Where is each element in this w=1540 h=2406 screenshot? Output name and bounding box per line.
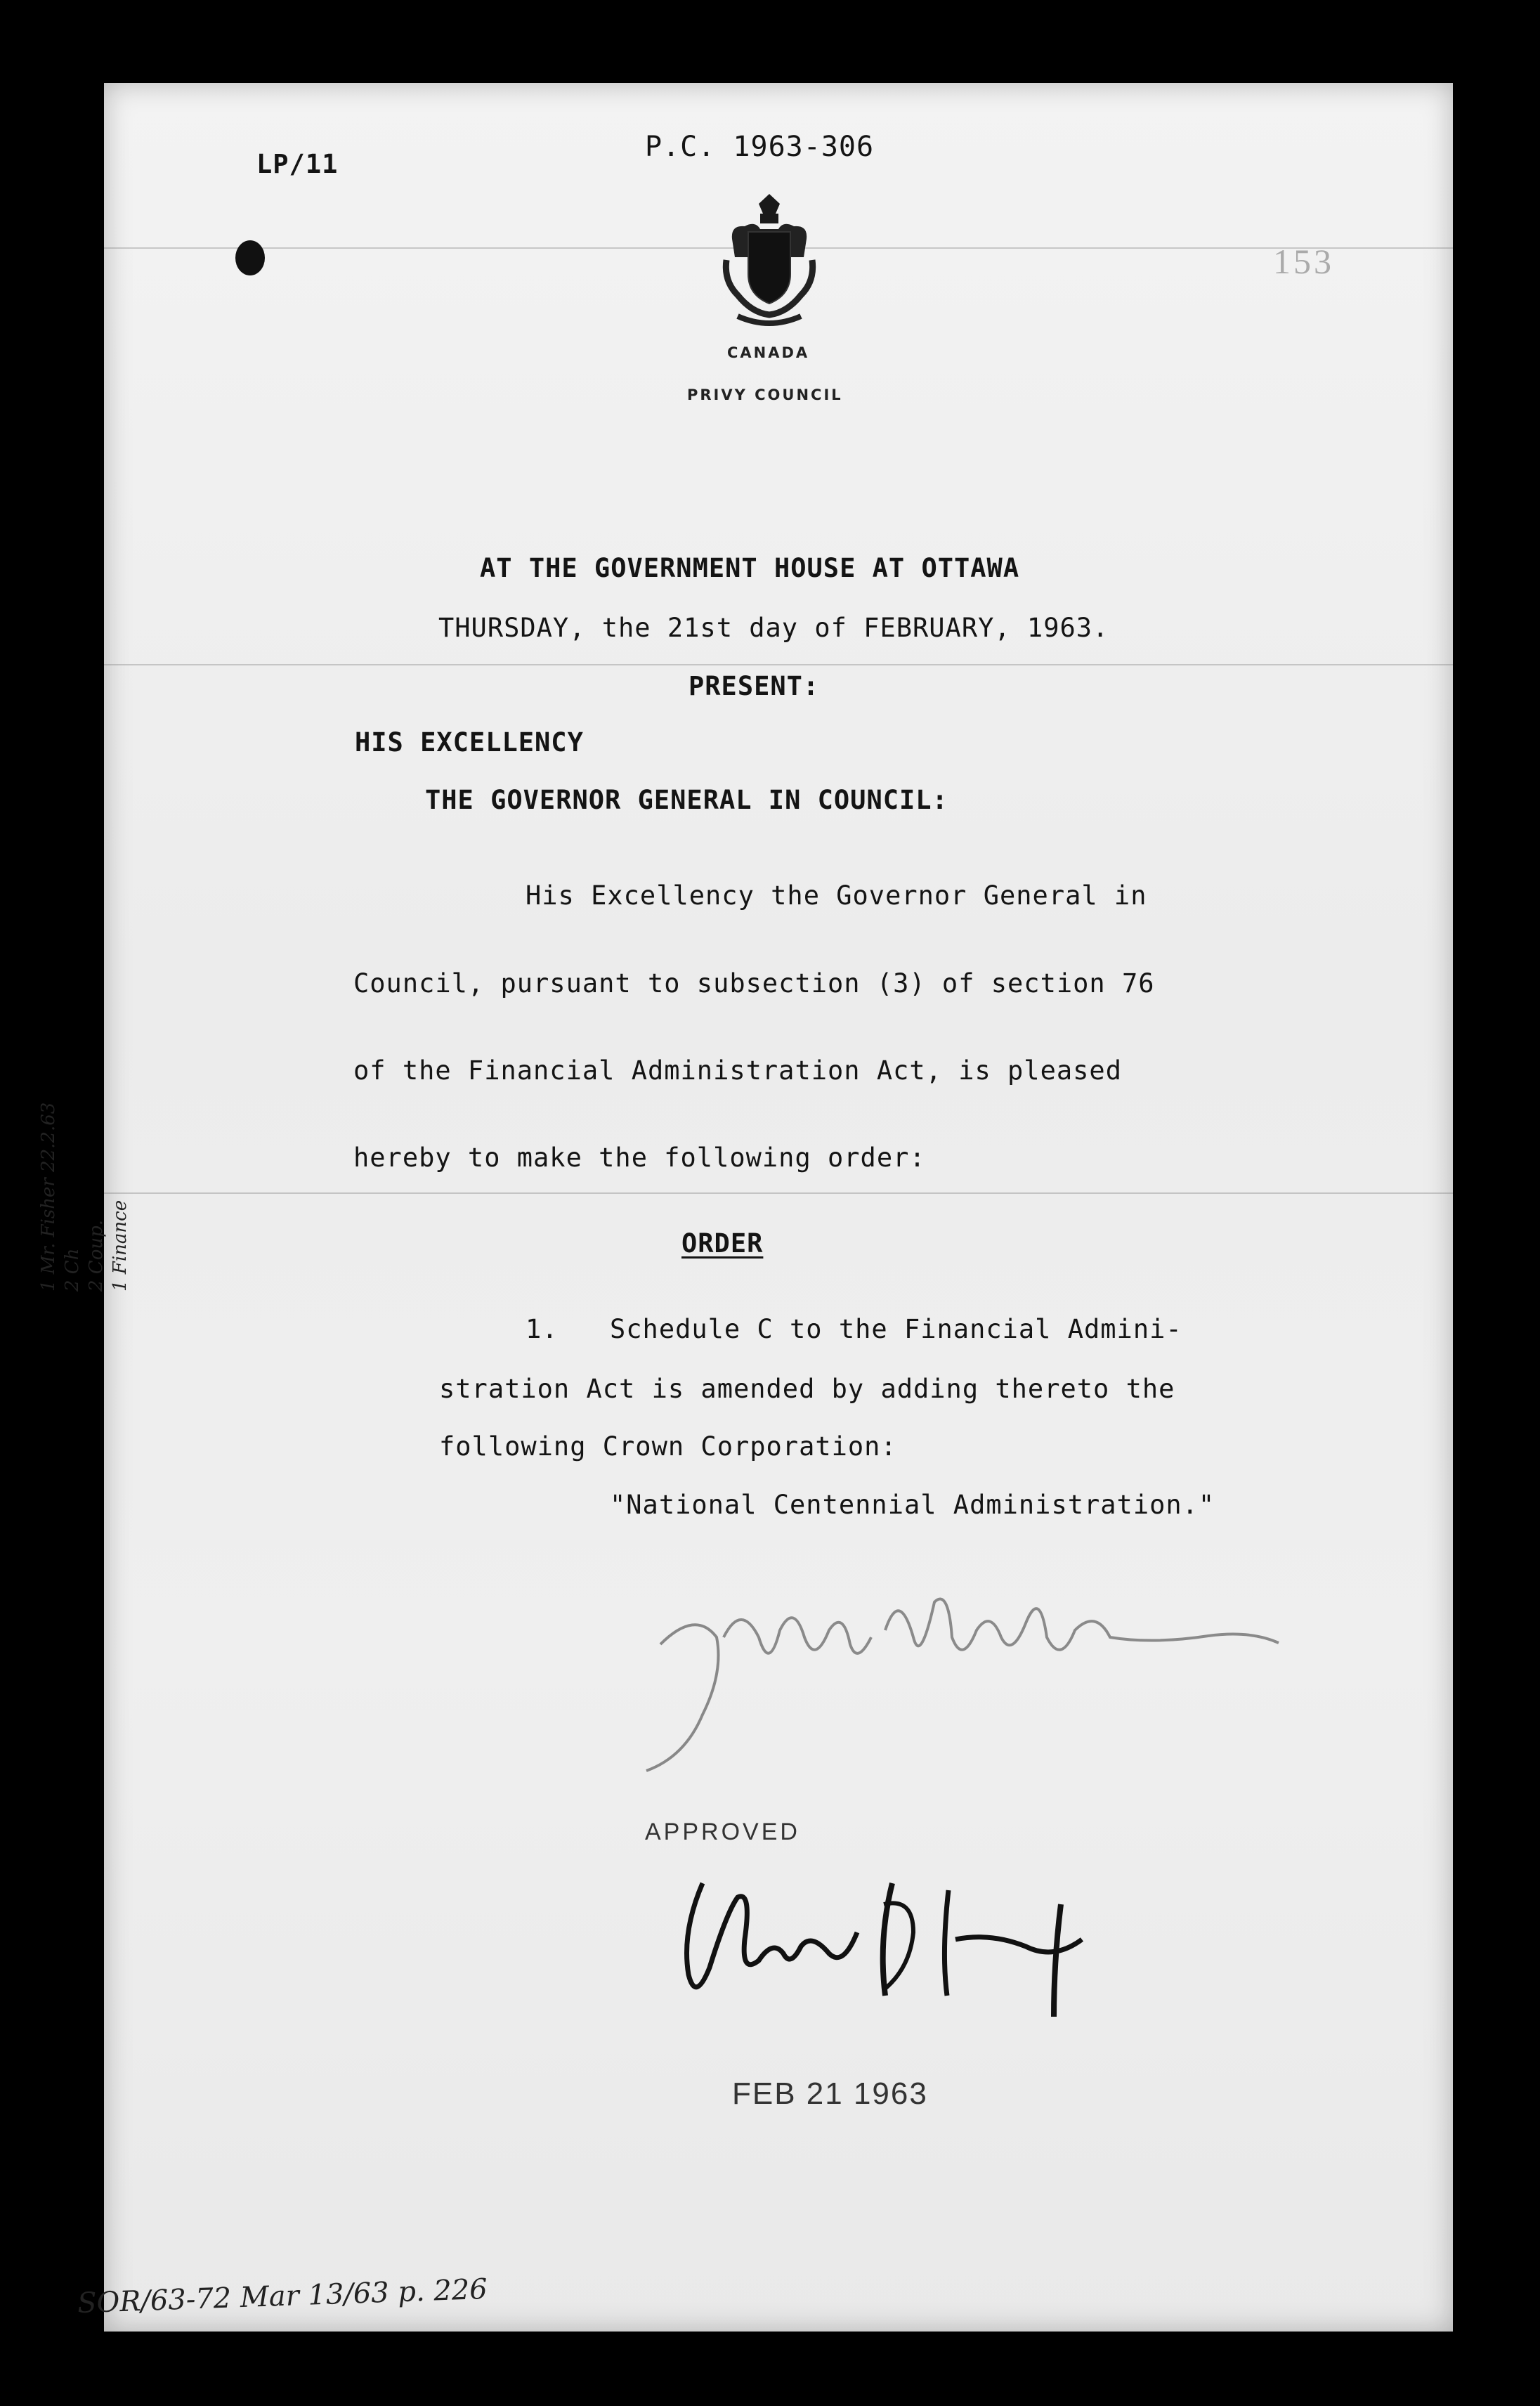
order-line-2: stration Act is amended by adding thereto the	[439, 1374, 1175, 1404]
file-reference: LP/11	[256, 149, 339, 179]
order-line-1: Schedule C to the Financial Admini-	[610, 1314, 1182, 1344]
punch-hole	[235, 240, 265, 275]
approval-date-stamp: FEB 21 1963	[732, 2076, 928, 2111]
present-label: PRESENT:	[689, 671, 820, 701]
order-item-number: 1.	[526, 1314, 559, 1344]
registration-note: SOR/63-72 Mar 13/63 p. 226	[77, 2272, 488, 2320]
approved-label: APPROVED	[645, 1819, 800, 1845]
governor-general-heading: THE GOVERNOR GENERAL IN COUNCIL:	[425, 785, 948, 815]
distribution-line-1: 1 Mr. Fisher 22.2.63	[38, 1102, 59, 1292]
clerk-signature	[618, 1560, 1321, 1792]
meeting-date: THURSDAY, the 21st day of FEBRUARY, 1963.	[438, 613, 1109, 643]
order-line-4: "National Centennial Administration."	[610, 1490, 1215, 1520]
order-line-3: following Crown Corporation:	[439, 1431, 897, 1462]
coat-of-arms-icon	[717, 190, 822, 330]
body-line-3: of the Financial Administration Act, is pleased	[353, 1055, 1122, 1086]
distribution-note	[37, 996, 132, 1292]
meeting-place: AT THE GOVERNMENT HOUSE AT OTTAWA	[480, 553, 1020, 583]
scan-line	[104, 1192, 1453, 1194]
distribution-line-2: 2 Ch	[62, 1248, 83, 1292]
scan-line	[104, 664, 1453, 665]
body-line-2: Council, pursuant to subsection (3) of section 76	[353, 968, 1155, 999]
body-line-4: hereby to make the following order:	[353, 1143, 926, 1173]
order-heading: ORDER	[681, 1228, 764, 1259]
crest-caption-privy-council: PRIVY COUNCIL	[687, 386, 843, 403]
body-line-1: His Excellency the Governor General in	[526, 880, 1147, 911]
approver-signature	[660, 1855, 1110, 2038]
distribution-line-3: 2 Coup.	[86, 1219, 107, 1292]
distribution-line-4: 1 Finance	[110, 1199, 131, 1292]
crest-caption-canada: CANADA	[727, 344, 810, 361]
page-number-stamp: 153	[1273, 242, 1334, 281]
pc-number: P.C. 1963-306	[645, 131, 875, 163]
his-excellency-heading: HIS EXCELLENCY	[355, 727, 584, 757]
